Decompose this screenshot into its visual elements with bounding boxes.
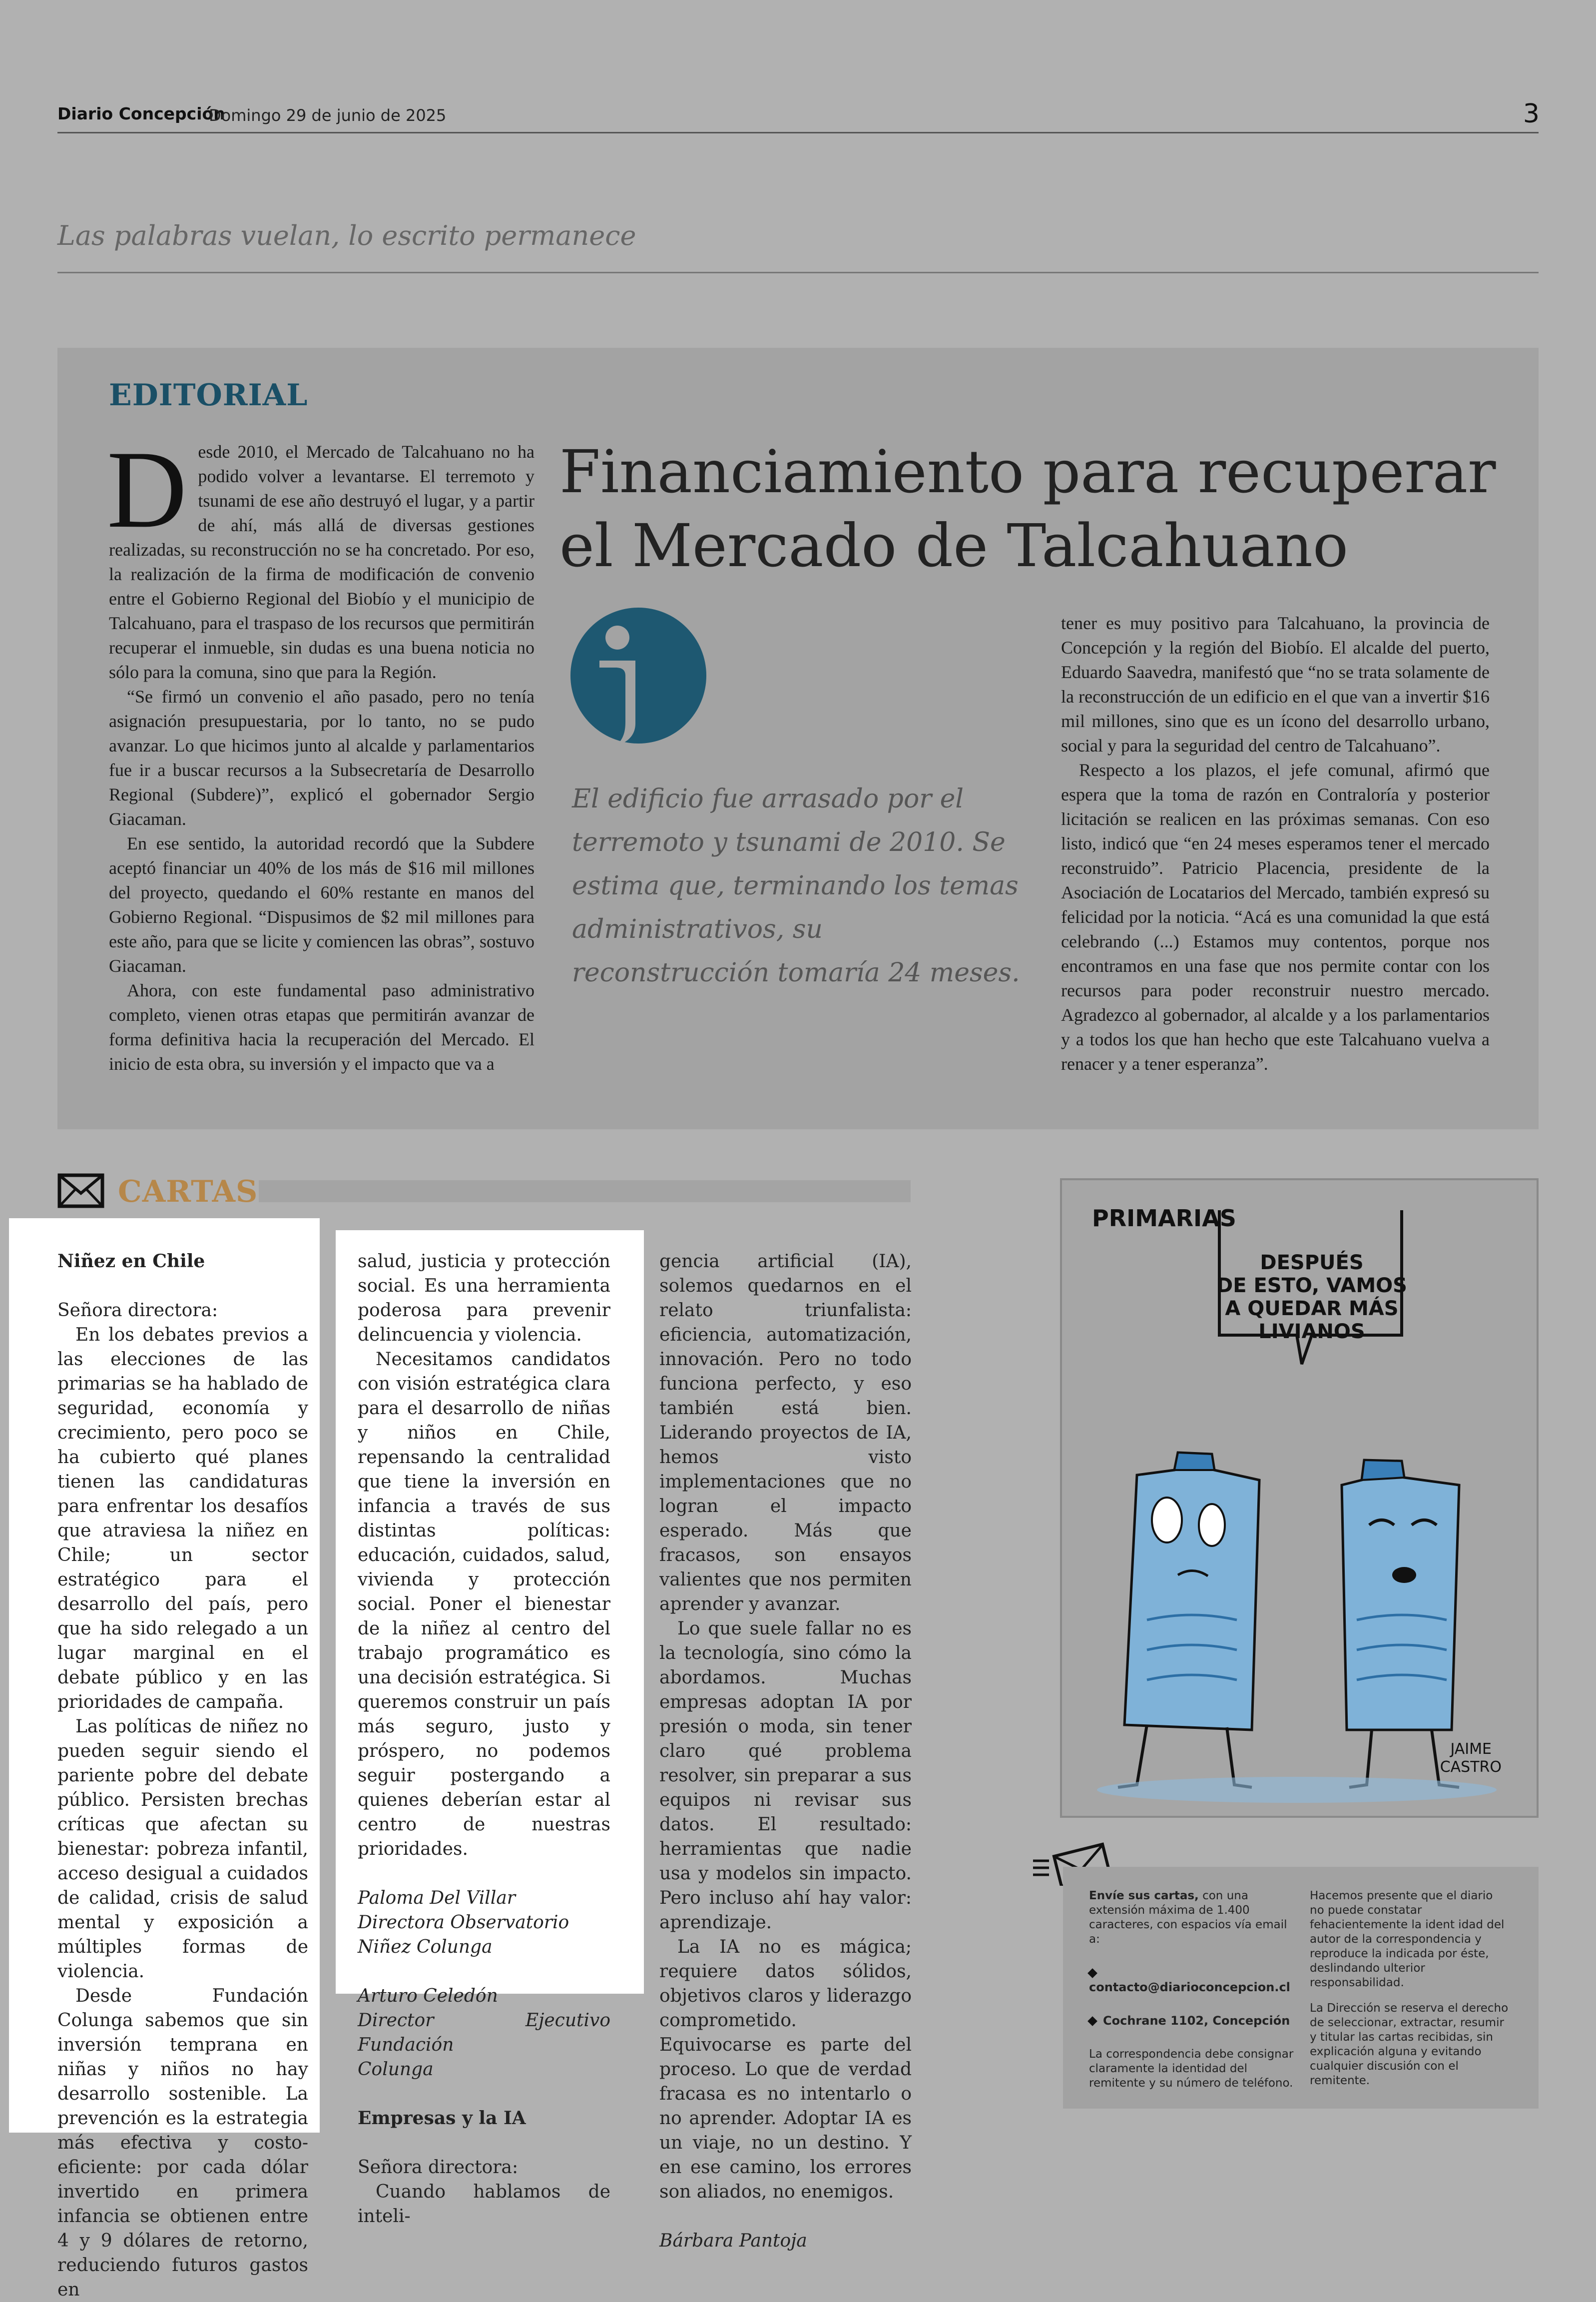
headline-line-1: Financiamiento para recuperar <box>559 437 1496 506</box>
letters-column-3 <box>659 1249 912 2253</box>
editorial-pull-quote: El edificio fue arrasado por el terremoto y tsunami de 2010. Se estima que, terminando los temas administrativos, su reconstrucción tomaría 24 meses. <box>572 784 1020 988</box>
cartoonist-signature: JAIME <box>1450 1740 1492 1758</box>
editorial-paragraph: En ese sentido, la autoridad recordó que la Subdere aceptó financiar un 40% de los más de $16 mil millones del proyecto, quedando el 60% restante en manos del Gobierno Regional. “Dispusimos de $2 mil millones para este año, para que se licite y comiencen las obras”, sostuvo Giacaman. <box>109 833 534 976</box>
info-box-right <box>1310 1889 1510 2088</box>
speech-text: A QUEDAR MÁS <box>1225 1297 1399 1320</box>
editorial-column-1 <box>107 428 534 1076</box>
identity-note: La correspondencia debe consignar claramente la identidad del remitente y su número de teléfono. <box>1089 2048 1294 2090</box>
letter-paragraph: salud, justicia y protección social. Es una herramienta poderosa para prevenir delincuencia y violencia. <box>358 1251 610 1345</box>
send-instructions-lead: Envíe sus cartas, <box>1089 1889 1199 1902</box>
letter-title: Niñez en Chile <box>57 1251 205 1272</box>
editorial-cartoon <box>1062 1180 1537 1816</box>
rights-note: La Dirección se reserva el derecho de seleccionar, extractar, resumir y titular las cartas recibidas, sin explicación alguna y evitando cualquier discusión con el remitente. <box>1310 2002 1509 2087</box>
slogan-divider <box>57 272 1539 273</box>
letter-paragraph: Desde Fundación Colunga sabemos que sin inversión temprana en niñas y niños no hay desarrollo sostenible. La prevención es la estrategia más efectiva y costo-eficiente: por cada dólar invertido en primera infancia se obtienen entre 4 y 9 dólares de retorno, reduciendo futuros gastos en <box>57 1986 308 2300</box>
letter-signer-role: Colunga <box>358 2059 434 2080</box>
letter-paragraph: Cuando hablamos de inteli- <box>358 2182 610 2227</box>
issue-date: Domingo 29 de junio de 2025 <box>209 106 447 125</box>
info-icon <box>569 607 707 745</box>
letters-column-1 <box>57 1249 308 2302</box>
editorial-headline <box>559 435 1509 583</box>
info-box-left <box>1089 1889 1299 2091</box>
letter-signer-name: Bárbara Pantoja <box>659 2231 807 2251</box>
bullet-icon <box>1087 2016 1097 2026</box>
headline-line-2: el Mercado de Talcahuano <box>559 511 1348 580</box>
speech-text: DESPUÉS <box>1260 1251 1364 1274</box>
send-instructions-text: con una extensión máxima de 1.400 caracteres, con espacios vía email a: <box>1089 1889 1287 1946</box>
letter-paragraph: Necesitamos candidatos con visión estratégica clara para el desarrollo de niñas y niños en Chile, repensando la centralidad que tiene la inversión en infancia a través de sus distintas políticas: educación, cuidados, salud, vivienda y protección social. Poner el bienestar de la niñez al centro del trabajo programático es una decisión estratégica. Si queremos construir un país más seguro, justo y próspero, no podemos seguir postergando a quienes deberían estar al centro de nuestras prioridades. <box>358 1349 610 1859</box>
letters-column-2 <box>358 1249 610 2229</box>
letter-salutation: Señora directora: <box>358 2157 519 2178</box>
cartas-label: CARTAS <box>118 1174 258 1209</box>
folder-character-left <box>1118 1453 1259 1787</box>
editorial-paragraph: “Se firmó un convenio el año pasado, pero no tenía asignación presupuestaria, por lo tanto, no se pudo avanzar. Lo que hicimos junto al alcalde y parlamentarios fue ir a buscar recursos a la Subsecretaría de Desarrollo Regional (Subdere)”, explicó el gobernador Sergio Giacaman. <box>109 687 534 829</box>
cartoon-caption: PRIMARIAS <box>1092 1205 1236 1232</box>
cartas-header-bar <box>259 1180 911 1202</box>
letter-paragraph: Las políticas de niñez no pueden seguir siendo el pariente pobre del debate público. Persisten brechas críticas que afectan su bienestar: pobreza infantil, acceso desigual a cuidados de calidad, crisis de salud mental y exposición a múltiples formas de violencia. <box>57 1716 308 1982</box>
drop-cap: D <box>107 428 187 551</box>
letter-signer-role: Niñez Colunga <box>358 1937 493 1957</box>
folder-character-right <box>1342 1460 1459 1787</box>
page-number: 3 <box>1523 99 1540 129</box>
cartoonist-signature: CASTRO <box>1440 1758 1502 1776</box>
letter-signer-name: Paloma Del Villar <box>358 1888 516 1908</box>
letter-title: Empresas y la IA <box>358 2108 526 2129</box>
letter-paragraph: gencia artificial (IA), solemos quedarnos en el relato triunfalista: eficiencia, automatización, innovación. Pero no todo funciona perfecto, y eso también está bien. Liderando proyectos de IA, hemos visto implementaciones que no logran el impacto esperado. Más que fracasos, son ensayos valientes que nos permiten aprender y avanzar. <box>659 1251 912 1614</box>
letter-signer-role: Director Ejecutivo Fundación <box>358 2010 610 2055</box>
responsibility-note: Hacemos presente que el diario no puede constatar fehacientemente la ident idad del autor de la correspondencia y reproduce la indicada por éste, deslindando ulterior responsabilidad. <box>1310 1889 1505 1989</box>
letter-signer-name: Arturo Celedón <box>358 1986 498 2006</box>
speech-text: DE ESTO, VAMOS <box>1216 1274 1407 1297</box>
envelope-icon <box>57 1173 104 1208</box>
letter-salutation: Señora directora: <box>57 1300 218 1321</box>
section-slogan: Las palabras vuelan, lo escrito permanece <box>57 220 636 251</box>
letter-signer-role: Directora Observatorio <box>358 1912 569 1933</box>
contact-email-text[interactable]: contacto@diarioconcepcion.cl <box>1089 1980 1290 1994</box>
header-divider <box>57 132 1539 133</box>
letter-paragraph: En los debates previos a las elecciones de las primarias se ha hablado de seguridad, economía y crecimiento, pero poco se ha cubierto qué planes tienen las candidaturas para enfrentar los desafíos que atraviesa la niñez en Chile; un sector estratégico para el desarrollo del país, pero que ha sido relegado a un lugar marginal en el debate público y en las prioridades de campaña. <box>57 1325 308 1712</box>
editorial-paragraph: Respecto a los plazos, el jefe comunal, afirmó que espera que la toma de razón en Contraloría y posterior licitación se realicen en las próximas semanas. Con eso listo, indicó que “en 24 meses esperamos tener el mercado reconstruido”. Patricio Placencia, presidente de la Asociación de Locatarios del Mercado, también expresó su felicidad por la noticia. “Acá es una comunidad la que está celebrando (...) Estamos muy contentos, porque nos encontramos en una fase que nos permite contar con los recursos para poder reconstruir nuestro mercado. Agradezco al gobernador, al alcalde y a los parlamentarios y a todos los que han hecho que este Talcahuano vuelva a renacer y a tener esperanza”. <box>1061 760 1490 1074</box>
send-instructions <box>1089 1889 1299 1947</box>
contact-address-text: Cochrane 1102, Concepción <box>1103 2014 1290 2028</box>
contact-address <box>1089 2014 1299 2028</box>
editorial-paragraph: Ahora, con este fundamental paso administrativo completo, vienen otras etapas que permitirán avanzar de forma definitiva hacia la recuperación del Mercado. El inicio de esta obra, su inversión y el impacto que va a <box>109 980 534 1074</box>
bullet-icon <box>1087 1968 1097 1978</box>
letter-paragraph: Lo que suele fallar no es la tecnología, sino cómo la abordamos. Muchas empresas adoptan IA por presión o moda, sin tener claro qué problema resolver, sin preparar a sus equipos ni revisar sus datos. El resultado: herramientas que nadie usa y modelos sin impacto. Pero incluso ahí hay valor: aprendizaje. <box>659 1618 912 1933</box>
editorial-paragraph: esde 2010, el Mercado de Talcahuano no ha podido volver a levantarse. El terremoto y tsunami de ese año destruyó el lugar, y a partir de ahí, más allá de diversas gestiones realizadas, su reconstrucción no se ha concretado. Por eso, la realización de la firma de modificación de convenio entre el Gobierno Regional del Biobío y el municipio de Talcahuano, para el traspaso de los recursos que permitirán recuperar el inmueble, sin dudas es una buena noticia no sólo para la comuna, sino que para la Región. <box>109 442 534 682</box>
editorial-column-3 <box>1061 611 1490 1076</box>
speech-text: LIVIANOS <box>1258 1320 1365 1343</box>
letter-paragraph: La IA no es mágica; requiere datos sólidos, objetivos claros y liderazgo comprometido. Equivocarse es parte del proceso. Lo que de verdad fracasa es no intentarlo o no aprender. Adoptar IA es un viaje, no un destino. Y en ese camino, los errores son aliados, no enemigos. <box>659 1937 912 2202</box>
editorial-paragraph: tener es muy positivo para Talcahuano, la provincia de Concepción y la región del Biobío. El alcalde del puerto, Eduardo Saavedra, manifestó que “no se trata solamente de la reconstrucción de un edificio en el que van a invertir $16 mil millones, sino que es un ícono del desarrollo urbano, social y para la seguridad del centro de Talcahuano”. <box>1061 613 1490 756</box>
editorial-label: EDITORIAL <box>109 378 308 413</box>
newspaper-name: Diario Concepción <box>57 104 225 123</box>
contact-email <box>1089 1966 1299 1995</box>
